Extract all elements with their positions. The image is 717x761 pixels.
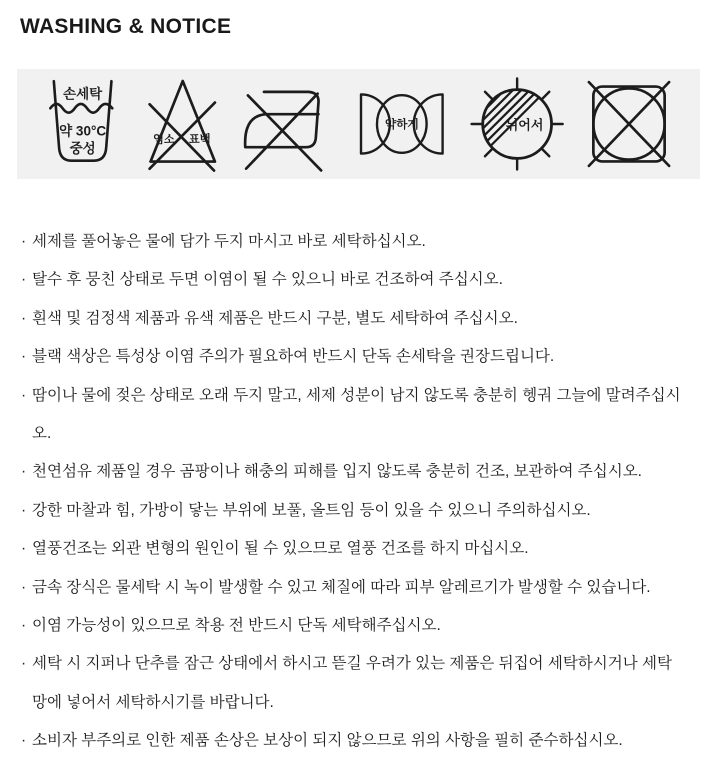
- no-chlorine-bleach-icon: [138, 73, 227, 175]
- bullet: ·: [21, 501, 27, 519]
- no-iron-icon: [239, 74, 337, 174]
- bullet: ·: [21, 271, 27, 289]
- wring-gently-icon: [349, 84, 455, 164]
- svg-text:염소: 염소: [153, 133, 175, 146]
- notice-text: 금속 장식은 물세탁 시 녹이 발생할 수 있고 체질에 따라 피부 알레르기가 발생할 수 있습니다.: [32, 578, 651, 596]
- notice-item: [21, 569, 686, 607]
- bullet: ·: [21, 655, 27, 673]
- svg-text:표백: 표백: [188, 133, 211, 146]
- svg-text:손세탁: 손세탁: [63, 86, 103, 102]
- notice-item: [21, 492, 686, 530]
- notice-text: 천연섬유 제품일 경우 곰팡이나 해충의 피해를 입지 않도록 충분히 건조, 보관하여 주십시오.: [32, 463, 642, 481]
- hand-wash-30c-icon: [39, 76, 126, 172]
- notice-item: [21, 300, 686, 338]
- bullet: ·: [21, 233, 27, 250]
- bullet: ·: [21, 463, 27, 481]
- notice-item: [21, 722, 686, 760]
- notice-text: 탈수 후 뭉친 상태로 두면 이염이 될 수 있으니 바로 건조하여 주십시오.: [32, 271, 503, 289]
- bullet: ·: [21, 386, 27, 404]
- page-title: WASHING & NOTICE: [20, 15, 232, 38]
- notice-item: [21, 645, 686, 722]
- notice-item: [21, 377, 686, 454]
- notice-list: [17, 223, 700, 761]
- notice-item: [21, 453, 686, 491]
- svg-text:뉘어서: 뉘어서: [505, 117, 544, 133]
- no-tumble-dry-icon: [580, 75, 678, 173]
- care-symbol-strip: [17, 69, 700, 179]
- notice-item: [21, 261, 686, 299]
- bullet: ·: [21, 348, 27, 366]
- notice-text: 강한 마찰과 힘, 가방이 닿는 부위에 보풀, 올트임 등이 있을 수 있으니 주의하십시오.: [32, 501, 591, 519]
- bullet: ·: [21, 309, 27, 327]
- svg-text:중성: 중성: [69, 140, 96, 156]
- bullet: ·: [21, 578, 27, 596]
- notice-text: 땀이나 물에 젖은 상태로 오래 두지 말고, 세제 성분이 남지 않도록 충분히 헹궈 그늘에 말려주십시오.: [32, 386, 681, 443]
- bullet: ·: [21, 540, 27, 558]
- notice-text: 열풍건조는 외관 변형의 원인이 될 수 있으므로 열풍 건조를 하지 마십시오.: [32, 540, 529, 558]
- svg-text:약하게: 약하게: [384, 118, 419, 131]
- notice-item: [21, 223, 686, 261]
- bullet: ·: [21, 617, 27, 635]
- notice-text: 흰색 및 검정색 제품과 유색 제품은 반드시 구분, 별도 세탁하여 주십시오.: [32, 309, 518, 327]
- notice-text: 세탁 시 지퍼나 단추를 잠근 상태에서 하시고 뜯길 우려가 있는 제품은 뒤집어 세탁하시거나 세탁망에 넣어서 세탁하시기를 바랍니다.: [32, 655, 672, 711]
- notice-item: [21, 338, 686, 376]
- notice-text: 소비자 부주의로 인한 제품 손상은 보상이 되지 않으므로 위의 사항을 필히 준수하십시오.: [32, 732, 623, 750]
- notice-text: 이염 가능성이 있으므로 착용 전 반드시 단독 세탁해주십시오.: [32, 617, 441, 635]
- dry-flat-in-shade-icon: [466, 71, 568, 177]
- bullet: ·: [21, 732, 27, 750]
- svg-text:약 30°C: 약 30°C: [59, 123, 107, 139]
- notice-item: [21, 607, 686, 645]
- notice-item: [21, 530, 686, 568]
- notice-text: 블랙 색상은 특성상 이염 주의가 필요하여 반드시 단독 손세탁을 권장드립니다.: [32, 348, 555, 366]
- notice-text: 세제를 풀어놓은 물에 담가 두지 마시고 바로 세탁하십시오.: [32, 233, 426, 250]
